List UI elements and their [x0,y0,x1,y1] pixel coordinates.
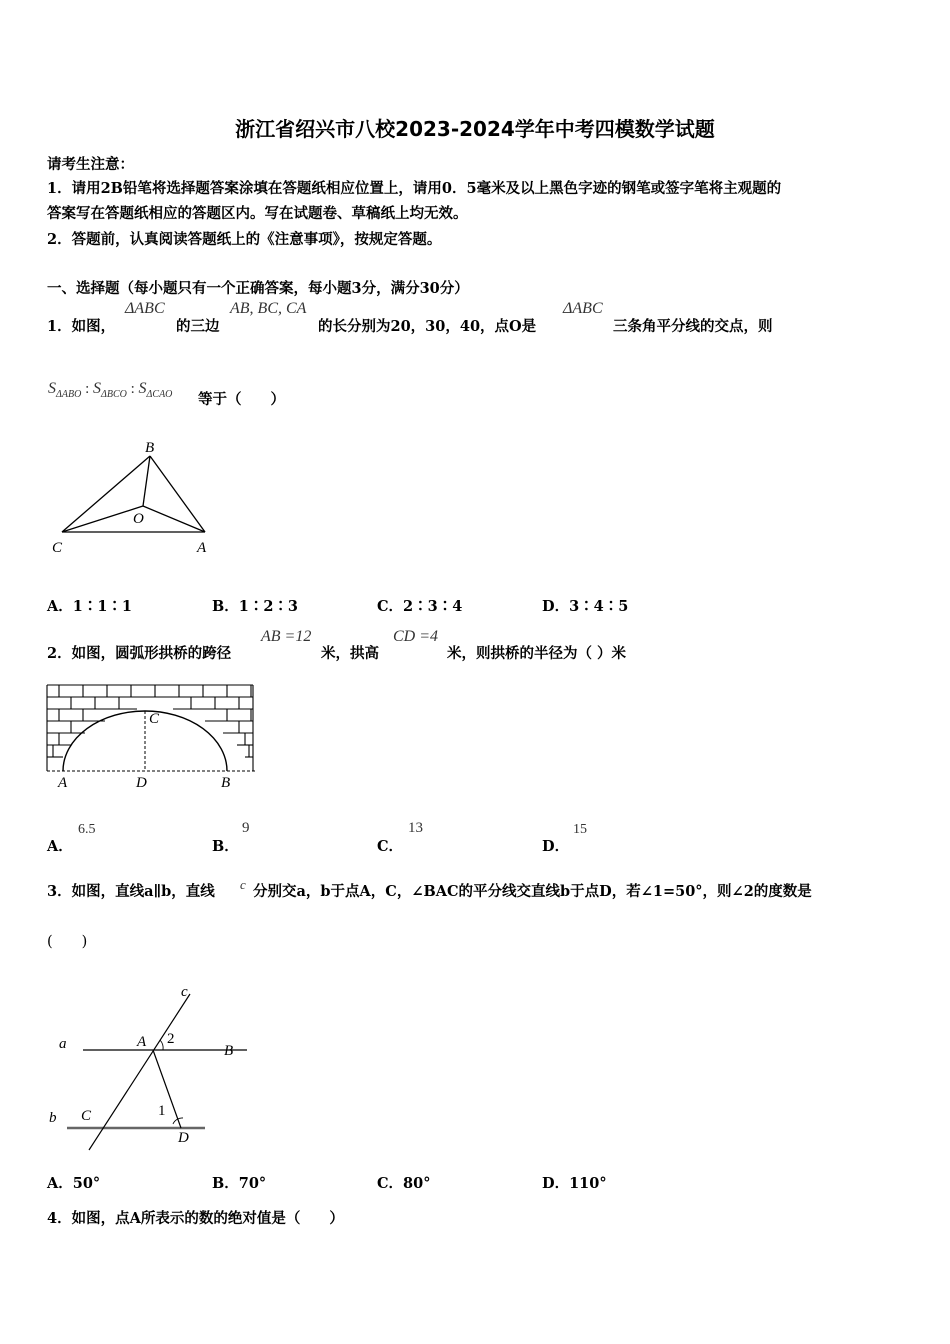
q2-option-a-value: 6.5 [78,822,96,837]
q2-text-2: 米，拱高 [321,645,379,662]
q3-label-a-line: a [59,1036,67,1052]
q2-label-d: D [136,775,147,791]
q3-label-point-d: D [178,1130,189,1146]
q3-label-point-c: C [81,1108,92,1124]
q1-math-triangle: ΔABC [125,300,165,317]
q2-option-d-value: 15 [573,822,587,837]
q1-s2-sub: ΔBCO [100,389,127,400]
q3-label-point-a: A [137,1034,147,1050]
notice-line-1a: 1．请用2B铅笔将选择题答案涂填在答题纸相应位置上，请用0．5毫米及以上黑色字迹的钢笔或签字笔将主观题的 [47,180,782,197]
q1-s3: S [138,380,147,397]
q1-text-5: 等于（ ） [198,391,285,408]
q1-label-a: A [197,540,207,556]
q2-option-b-label[interactable]: B． [212,838,239,855]
q1-s3-sub: ΔCAO [146,389,173,400]
q3-option-b[interactable]: B．70° [212,1175,267,1192]
q2-label-b: B [221,775,231,791]
q1-seg-co [62,506,143,532]
q2-option-b-value: 9 [242,820,250,836]
q1-option-b[interactable]: B．1∶2∶3 [212,598,299,615]
q2-text-1: 2．如图，圆弧形拱桥的跨径 [47,645,232,662]
q3-text-1: 3．如图，直线a∥b，直线 [47,883,215,900]
q2-brick-pattern [47,685,253,771]
notice-line-1b: 答案写在答题纸相应的答题区内。写在试题卷、草稿纸上均无效。 [47,205,468,222]
q2-option-a-label[interactable]: A． [47,838,73,855]
q1-text-3: 的长分别为20，30，40，点O是 [318,318,537,335]
q3-label-point-b: B [224,1043,234,1059]
q2-label-c: C [149,711,160,727]
q3-parallel-lines-figure [45,980,255,1150]
q2-option-d-label[interactable]: D． [542,838,570,855]
q1-colon-2: : [126,381,139,397]
q1-label-c: C [52,540,63,556]
q1-s2: S [92,380,101,397]
q2-math-height: CD =4 [393,628,439,645]
q3-text-2: 分别交a，b于点A，C，∠BAC的平分线交直线b于点D，若∠1=50°，则∠2的度数是 [253,883,812,900]
q1-label-o: O [133,511,144,527]
page-title: 浙江省绍兴市八校2023-2024学年中考四模数学试题 [235,117,715,141]
q3-option-a[interactable]: A．50° [47,1175,101,1192]
q1-s1: S [48,380,56,397]
q1-option-c[interactable]: C．2∶3∶4 [377,598,463,615]
q3-option-c[interactable]: C．80° [377,1175,431,1192]
q3-angle-2-arc [160,1040,163,1050]
q2-option-c-label[interactable]: C． [377,838,404,855]
notice-heading: 请考生注意： [47,156,134,173]
q3-label-angle-2: 2 [167,1031,175,1047]
q1-option-a[interactable]: A．1∶1∶1 [47,598,133,615]
q1-s1-sub: ΔABO [56,389,82,400]
section-heading: 一、选择题（每小题只有一个正确答案，每小题3分，满分30分） [47,280,469,297]
q1-option-d[interactable]: D．3∶4∶5 [542,598,629,615]
q3-answer-paren: ( ) [47,934,88,950]
q2-text-3: 米，则拱桥的半径为（ ）米 [447,645,627,662]
q1-text-2: 的三边 [176,318,220,335]
q4-text-1: 4．如图，点A所表示的数的绝对值是（ ） [47,1210,344,1227]
q1-label-b: B [145,440,155,456]
q2-arch-bridge-figure [45,683,260,793]
q3-label-angle-1: 1 [158,1103,166,1119]
q1-text-4: 三条角平分线的交点，则 [613,318,773,335]
q1-math-triangle-2: ΔABC [563,300,603,317]
q3-label-c-line: c [181,984,188,1000]
q1-seg-bo [143,456,150,506]
q3-option-d[interactable]: D．110° [542,1175,607,1192]
q1-triangle-figure [40,432,220,562]
q3-label-b-line: b [49,1110,57,1126]
q1-area-ratio [48,378,172,400]
notice-line-2: 2．答题前，认真阅读答题纸上的《注意事项》，按规定答题。 [47,231,442,248]
q1-colon-1: : [81,381,93,397]
q1-text-1: 1．如图， [47,318,116,335]
q3-math-c: c [240,877,246,892]
q2-math-span: AB =12 [261,628,312,645]
q3-line-c [89,994,190,1150]
q2-label-a: A [58,775,68,791]
q2-option-c-value: 13 [408,820,423,836]
q1-math-sides: AB, BC, CA [230,300,307,317]
